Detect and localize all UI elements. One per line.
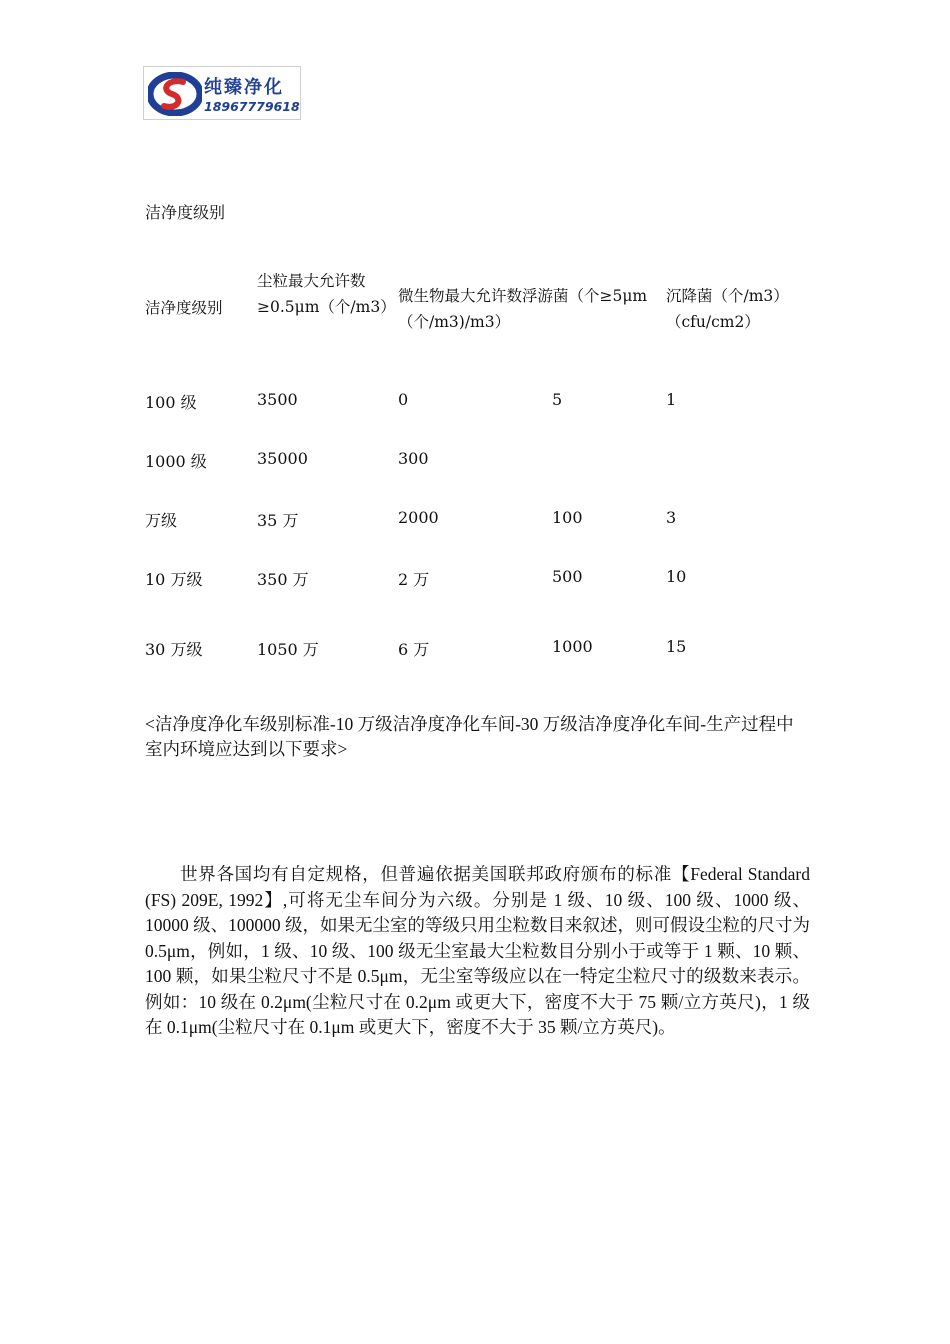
swirl-logo-icon <box>148 72 202 116</box>
table-cell: 2000 <box>398 508 439 527</box>
table-header-settling: 沉降菌（个/m3）（cfu/cm2） <box>666 287 789 331</box>
table-cell: 3500 <box>257 390 298 409</box>
table-header-particles: 尘粒最大允许数≥0.5μm（个/m3） <box>257 272 396 316</box>
table-cell: 300 <box>398 449 429 468</box>
table-cell: 15 <box>666 637 687 656</box>
table-header-microbes: 微生物最大允许数浮游菌（个≥5μm（个/m3)/m3） <box>398 287 648 331</box>
table-cell: 30 万级 <box>145 640 203 659</box>
table-cell: 350 万 <box>257 570 309 589</box>
table-cell: 500 <box>552 567 583 586</box>
table-cell: 1000 级 <box>145 452 207 471</box>
table-cell: 1 <box>666 390 677 409</box>
body-paragraph: 世界各国均有自定规格，但普遍依据美国联邦政府颁布的标准【Federal Standard (FS) 209E, 1992】,可将无尘车间分为六级。分别是 1 级、10 级、100 级、1000 级、10000 级、100000 级，如果无尘室的等级只用尘粒数目来叙述，则可假设尘粒的尺寸为 0.5μm，例如，1 级、10 级、100 级无尘室最大尘粒数目分别小于或等于 1 颗、10 颗、100 颗，如果尘粒尺寸不是 0.5μm，无尘室等级应以在一特定尘粒尺寸的级数来表示。例如：10 级在 0.2μm(尘粒尺寸在 0.2μm 或更大下，密度不大于 75 颗/立方英尺)，1 级在 0.1μm(尘粒尺寸在 0.1μm 或更大下，密度不大于 35 颗/立方英尺)。 <box>145 864 810 1037</box>
table-cell: 10 万级 <box>145 570 203 589</box>
section-heading: 洁净度级别 <box>145 203 226 222</box>
logo-phone-number: 18967779618 <box>204 99 300 114</box>
table-cell: 1050 万 <box>257 640 319 659</box>
table-cell: 100 <box>552 508 583 527</box>
table-cell: 100 级 <box>145 393 197 412</box>
table-header-level: 洁净度级别 <box>145 299 223 317</box>
company-logo <box>143 66 301 120</box>
table-cell: 10 <box>666 567 687 586</box>
table-cell: 2 万 <box>398 570 430 589</box>
logo-brand-text: 纯臻净化 <box>204 77 284 98</box>
table-cell: 1000 <box>552 637 593 656</box>
standard-caption: <洁净度净化车级别标准-10 万级洁净度净化车间-30 万级洁净度净化车间-生产过程中室内环境应达到以下要求> <box>145 714 794 759</box>
table-cell: 35 万 <box>257 511 299 530</box>
table-cell: 5 <box>552 390 563 409</box>
table-cell: 35000 <box>257 449 308 468</box>
table-cell: 6 万 <box>398 640 430 659</box>
table-cell: 0 <box>398 390 409 409</box>
table-cell: 万级 <box>145 511 178 530</box>
table-cell: 3 <box>666 508 677 527</box>
